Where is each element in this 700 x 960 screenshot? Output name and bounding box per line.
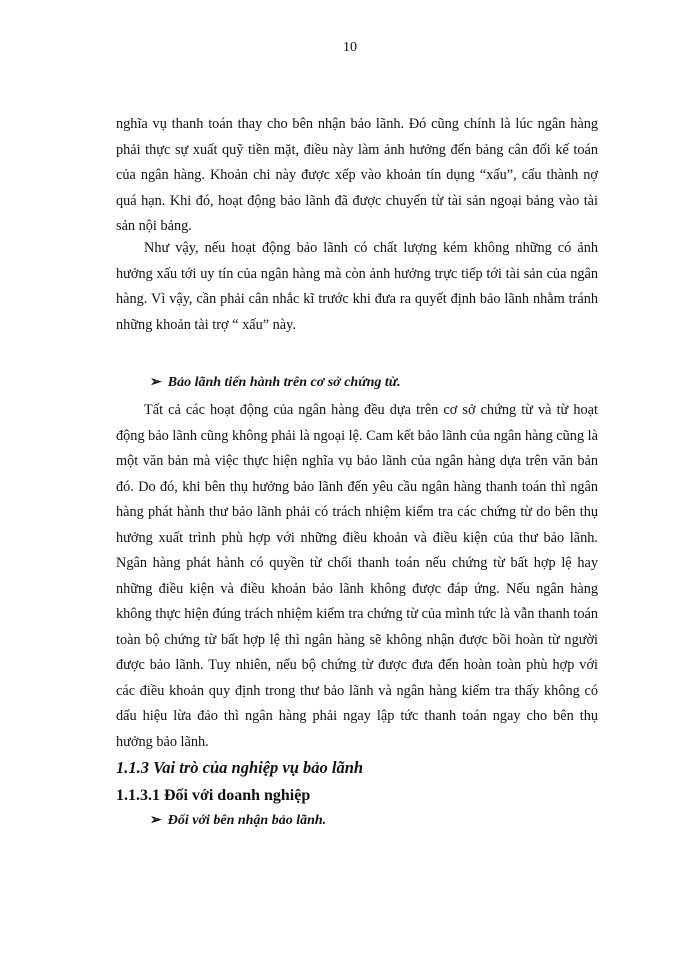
- paragraph: Như vậy, nếu hoạt động bảo lãnh có chất lượng kém không những có ảnh hưởng xấu tới uy tín của ngân hàng mà còn ảnh hưởng trực tiếp tới tài sản của ngân hàng. Vì vậy, cần phải cân nhắc kĩ trước khi đưa ra quyết định bảo lãnh nhằm tránh những khoản tài trợ “ xấu” này.: [116, 240, 598, 333]
- bullet-item: [150, 812, 326, 829]
- paragraph: nghĩa vụ thanh toán thay cho bên nhận bảo lãnh. Đó cũng chính là lúc ngân hàng phải thực sự xuất quỹ tiền mặt, điều này làm ảnh hưởng đến bảng cân đối kế toán của ngân hàng. Khoản chi này được xếp vào khoản tín dụng “xấu”, cấu thành nợ quá hạn. Khi đó, hoạt động bảo lãnh đã được chuyển từ tài sản ngoại bảng vào tài sản nội bảng.: [116, 116, 598, 234]
- bullet-text: Đối với bên nhận bảo lãnh.: [167, 813, 327, 828]
- paragraph: Tất cả các hoạt động của ngân hàng đều dựa trên cơ sở chứng từ và từ hoạt động bảo lãnh cũng không phải là ngoại lệ. Cam kết bảo lãnh của ngân hàng cũng là một văn bản mà việc thực hiện nghĩa vụ bảo lãnh của ngân hàng dựa trên văn bản đó. Do đó, khi bên thụ hưởng bảo lãnh đến yêu cầu ngân hàng thanh toán thì ngân hàng phát hành thư bảo lãnh phải có trách nhiệm kiểm tra các chứng từ do bên thụ hưởng xuất trình phù hợp với những điều khoản và điều kiện của thư bảo lãnh. Ngân hàng phát hành có quyền từ chối thanh toán nếu chứng từ bất hợp lệ hay những điều kiện và điều khoản bảo lãnh không được đáp ứng. Nếu ngân hàng không thực hiện đúng trách nhiệm kiểm tra chứng từ của mình tức là vẫn thanh toán toàn bộ chứng từ bất hợp lệ thì ngân hàng sẽ không nhận được bồi hoàn từ người được bảo lãnh. Tuy nhiên, nếu bộ chứng từ được đưa đến hoàn toàn phù hợp với các điều khoản quy định trong thư bảo lãnh và ngân hàng kiểm tra thấy không có dấu hiệu lừa đảo thì ngân hàng phải ngay lập tức thanh toán ngay cho bên thụ hưởng bảo lãnh.: [116, 402, 598, 750]
- arrow-bullet-icon: ➢: [150, 813, 162, 828]
- bullet-text: Bảo lãnh tiến hành trên cơ sở chứng từ.: [167, 375, 401, 390]
- page-number: 10: [343, 40, 357, 55]
- section-heading: 1.1.3 Vai trò của nghiệp vụ bảo lãnh: [116, 758, 364, 777]
- subsection-heading: 1.1.3.1 Đối với doanh nghiệp: [116, 787, 311, 804]
- arrow-bullet-icon: ➢: [150, 375, 162, 390]
- bullet-item: [150, 374, 401, 391]
